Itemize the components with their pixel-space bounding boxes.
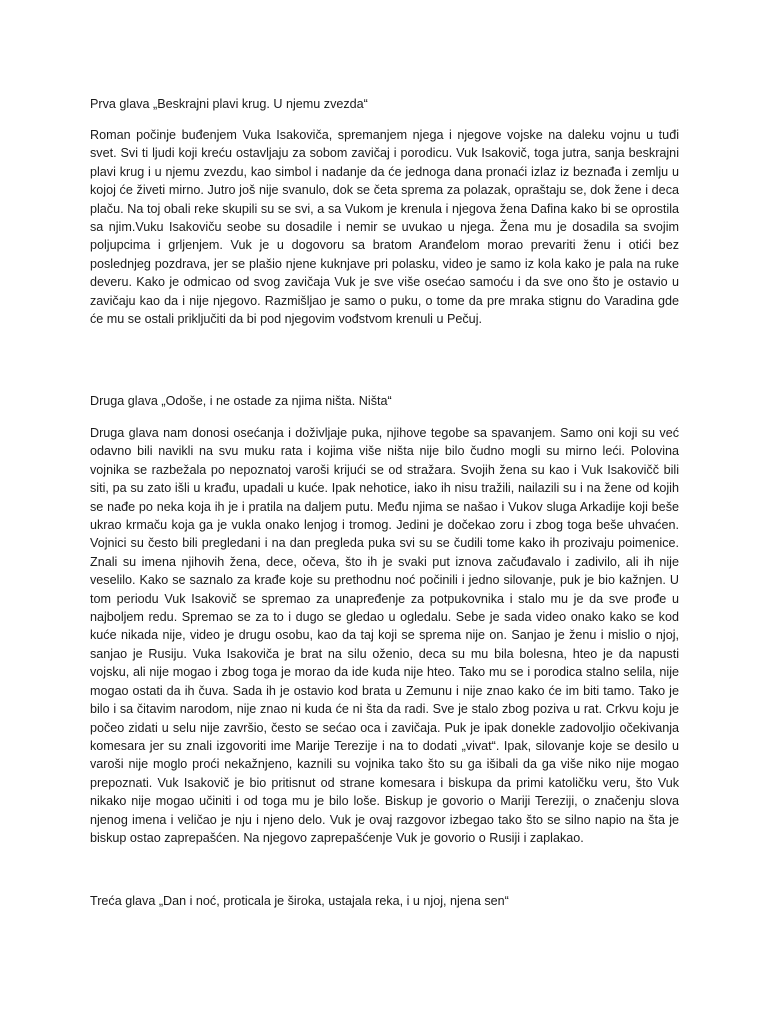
chapter-3-heading: Treća glava „Dan i noć, proticala je široka, ustajala reka, i u njoj, njena sen“: [90, 894, 509, 908]
document-page: [90, 0, 679, 1024]
chapter-1-heading: Prva glava „Beskrajni plavi krug. U njemu zvezda“: [90, 97, 368, 111]
chapter-2-heading: Druga glava „Odoše, i ne ostade za njima ništa. Ništa“: [90, 394, 392, 408]
chapter-1-paragraph: Roman počinje buđenjem Vuka Isakoviča, spremanjem njega i njegove vojske na daleku vojnu u tuđi svet. Svi ti ljudi koji kreću ostavljaju za sobom zavičaj i porodicu. Vuk Isakovič, toga jutra, sanja beskrajni plavi krug i u njemu zvezdu, kao simbol i nadanje da će jednoga dana pronaći izlaz iz beznađa i zemlju u kojoj će živeti mirno. Jutro još nije svanulo, dok se četa sprema za polazak, opraštaju se, dok žene i deca plaču. Na toj obali reke skupili su se svi, a sa Vukom je krenula i njegova žena Dafina kako bi se oprostila sa njim.Vuku Isakoviču seobe su dosadile i nemir se uvukao u njega. Žena mu je dosadila sa svojim poljupcima i grljenjem. Vuk je u dogovoru sa bratom Aranđelom morao prevariti ženu i otići bez poslednjeg pozdrava, jer se plašio njene kuknjave pri polasku, video je samo iz kola kako je pala na ruke deveru. Kako je odmicao od svog zavičaja Vuk je sve više osećao samoću i da sve ono što je ostavio u zavičaju kao da i nije njegovo. Razmišljao je samo o puku, o tome da pre mraka stignu do Varadina gde će mu se ostali priključiti da bi pod njegovim vođstvom krenuli u Pečuj.: [90, 128, 679, 327]
chapter-2-paragraph: Druga glava nam donosi osećanja i doživljaje puka, njihove tegobe sa spavanjem. Samo oni koji su već odavno bili navikli na svu muku rata i kojima više ništa nije bilo čudno mogli su mirno leći. Polovina vojnika se razbežala po nepoznatoj varoši krijući se od stražara. Svojih žena su kao i Vuk Isakovičč bili siti, pa su zato išli u krađu, upadali u kuće. Ipak nehotice, iako ih nisu tražili, nailazili su i na žene od kojih se nađe po neka koja ih je i pratila na daljem putu. Među njima se našao i Vukov sluga Arkadije koji beše ukrao krmaču koja ga je vukla onako lenjog i tromog. Jedini je dočekao zoru i zbog toga beše uhvaćen. Vojnici su često bili pregledani i na dan pregleda puka svi su se čudili tome kako ih prozivaju poimenice. Znali su imena njihovih žena, dece, očeva, što ih je svaki put iznova začuđavalo i zadivilo, ali ih nije veselilo. Kako se saznalo za krađe koje su prethodnu noć počinili i jedno silovanje, puk je bio kažnjen. U tom periodu Vuk Isakovič se spremao za unapređenje za potpukovnika i stalo mu je da sve prođe u najboljem redu. Spremao se za to i dugo se gledao u ogledalu. Sebe je sada video onako kako se kod kuće nikada nije, video je drugu osobu, kao da taj koji se sprema nije on. Sanjao je ženu i mislio o njoj, sanjao je Rusiju. Vuka Isakoviča je brat na silu oženio, deca su mu bila bolesna, hteo je da napusti vojsku, ali nije mogao i zbog toga je morao da ide kuda nije hteo. Tako mu se i porodica stalno selila, nije mogao ostati da ih čuva. Sada ih je ostavio kod brata u Zemunu i nije znao kako će im biti tamo. Tako je bilo i sa čitavim narodom, nije znao ni kuda će ni šta da radi. Sve je stalo zbog poziva u rat. Crkvu koju je počeo zidati u selu nije završio, često se sećao oca i zavičaja. Puk je ipak donekle zadovoljio očekivanja komesara jer su znali izgovoriti ime Marije Terezije i na to dodati „vivat“. Ipak, silovanje koje se desilo u varoši nije moglo proći nekažnjeno, kaznili su vojnika tako što su ga išibali da ga više niko nije mogao prepoznati. Vuk Isakovič je bio pritisnut od strane komesara i biskupa da primi katoličku veru, što Vuk nikako nije mogao učiniti i od toga mu je bilo loše. Biskup je govorio o Mariji Tereziji, o značenju slova njenog imena i veličao je nju i njeno delo. Vuk je ovaj razgovor izbegao tako što se silno napio na šta je biskup ostao zaprepašćen. Na njegovo zaprepašćenje Vuk je govorio o Rusiji i zaplakao.: [90, 426, 679, 845]
